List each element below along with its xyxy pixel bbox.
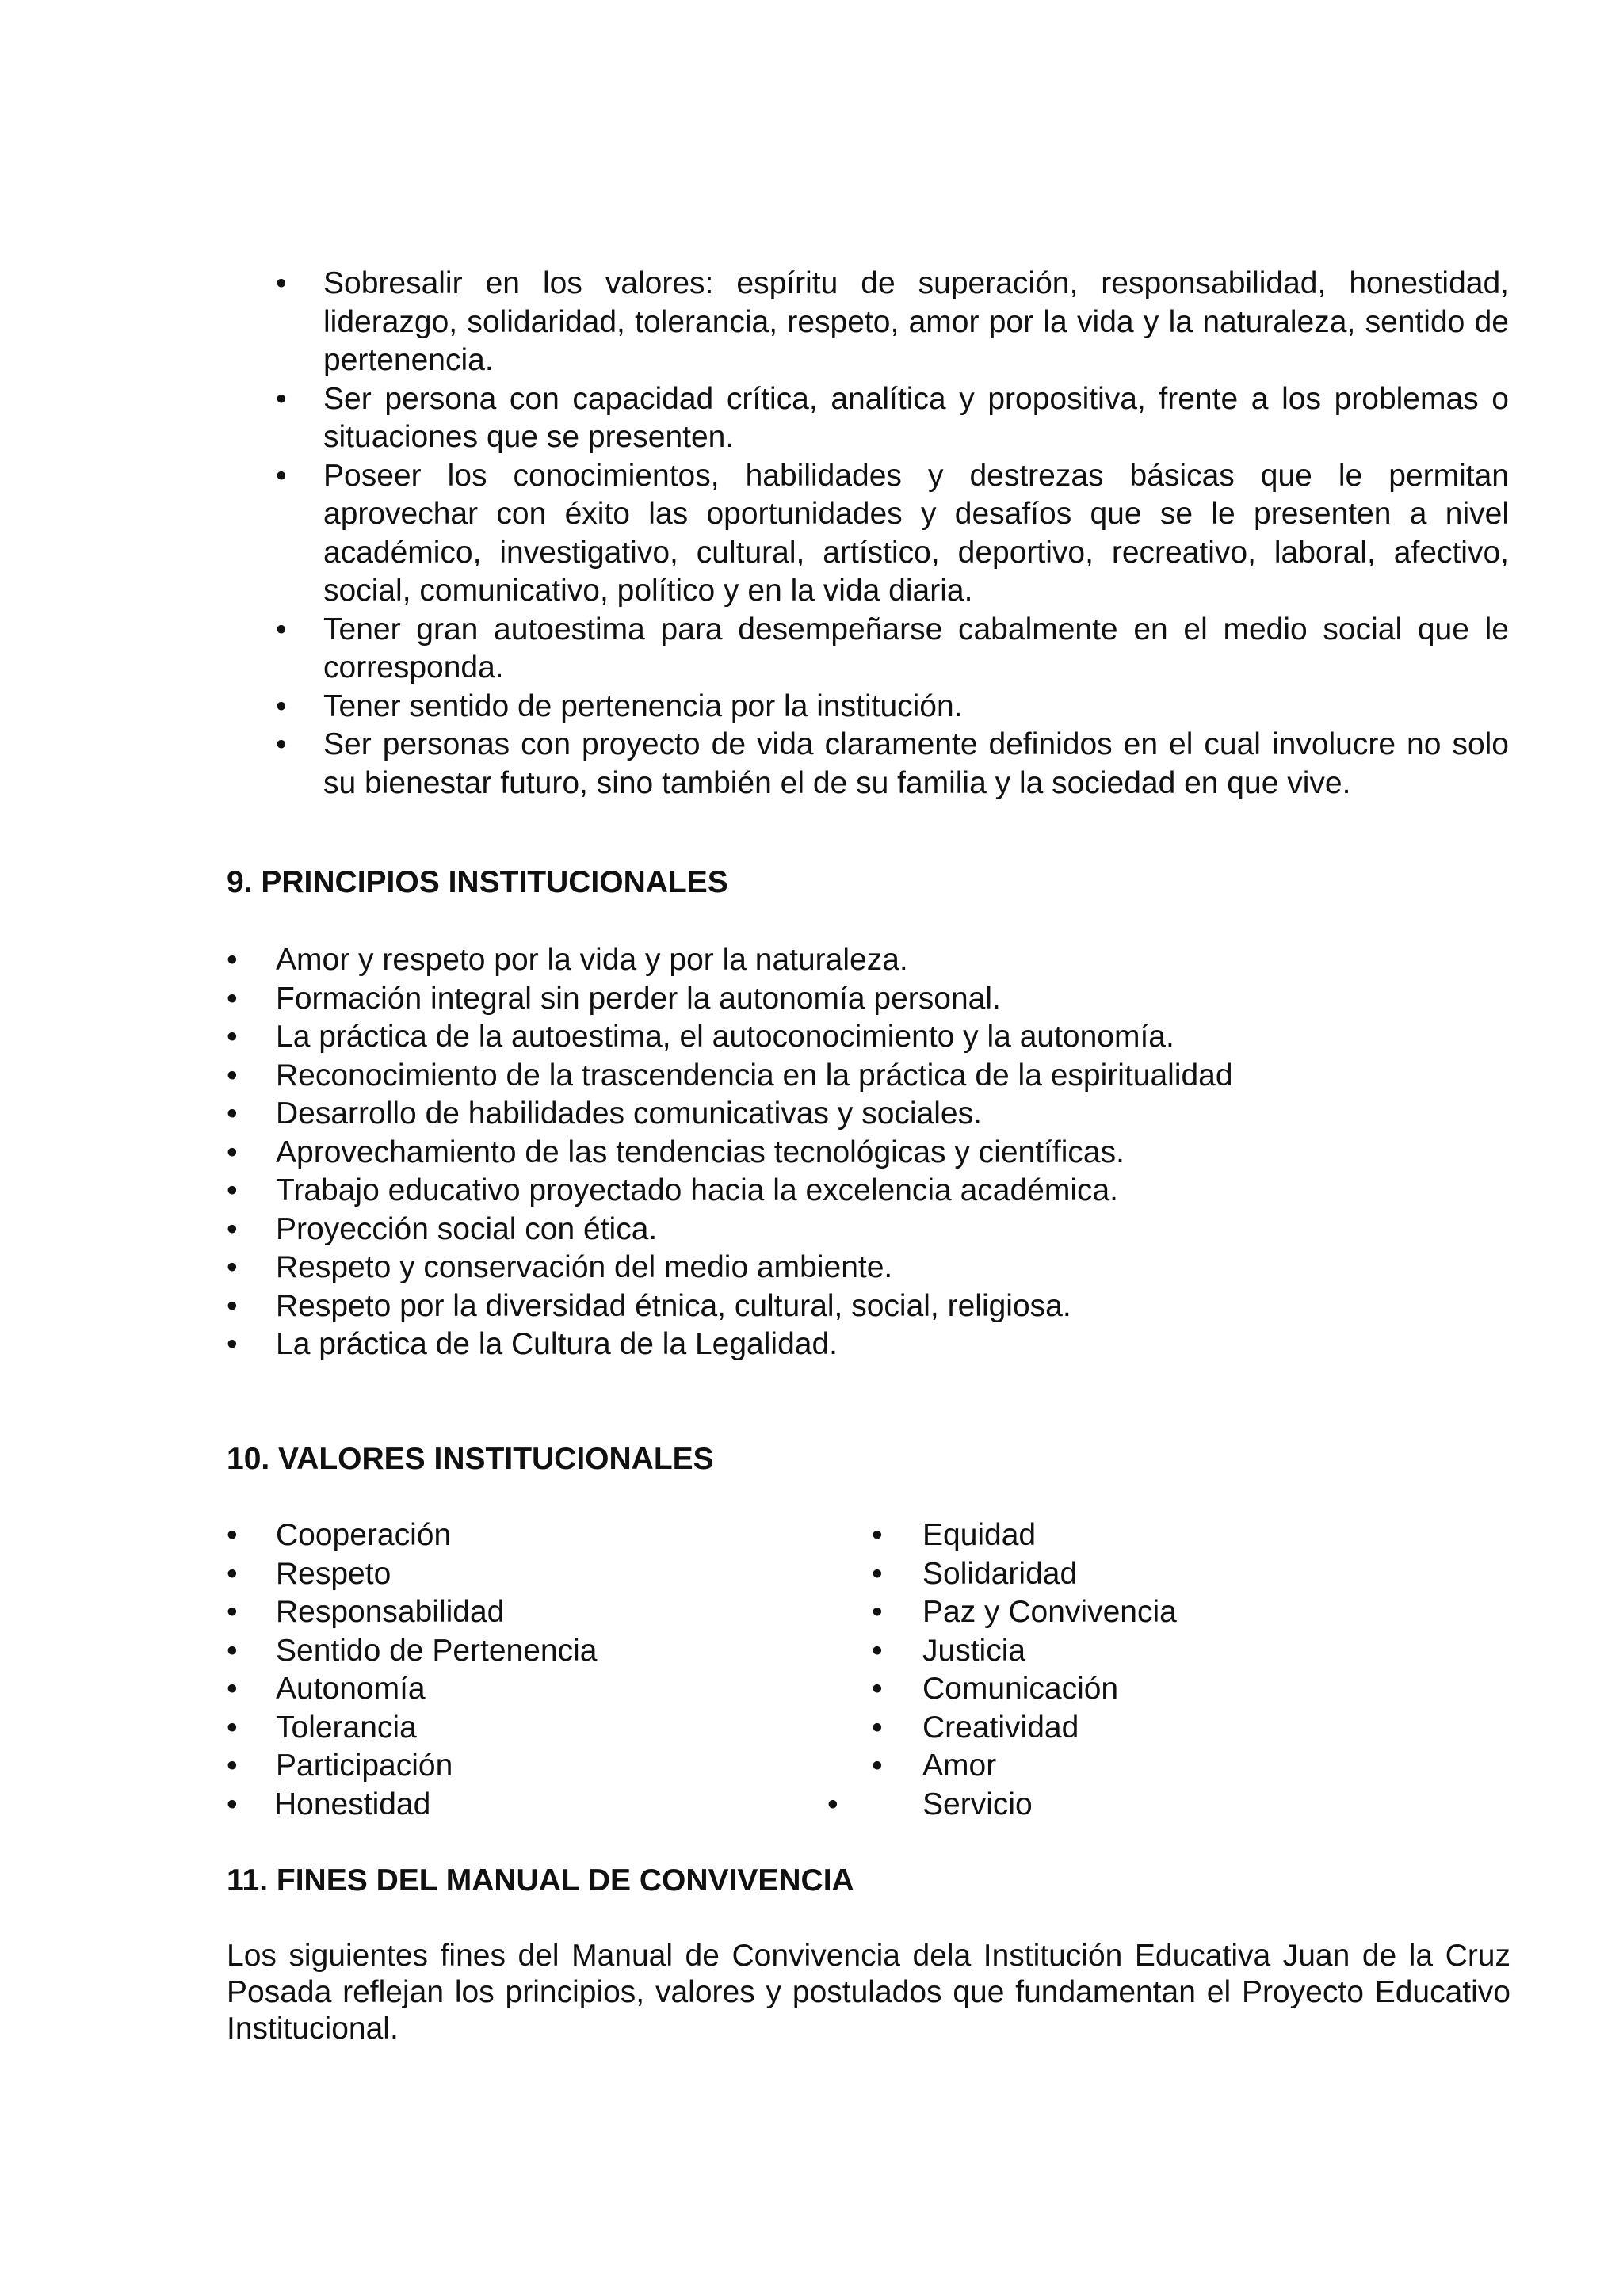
profile-list	[276, 265, 1509, 803]
bullet-icon: •	[227, 1058, 238, 1093]
list-item	[227, 1287, 1510, 1326]
list-item	[227, 1632, 829, 1671]
list-item-text: Servicio	[922, 1787, 1033, 1821]
list-item-text: Creatividad	[922, 1710, 1079, 1745]
list-item-text: Aprovechamiento de las tendencias tecnológicas y científicas.	[276, 1135, 1125, 1169]
list-item-text: Sentido de Pertenencia	[276, 1633, 598, 1668]
list-item	[227, 1095, 1510, 1134]
list-item	[227, 1516, 829, 1555]
list-item-text: Tener gran autoestima para desempeñarse cabalmente en el medio social que le corresponda.	[323, 612, 1509, 685]
principles-list	[227, 941, 1510, 1364]
list-item	[276, 726, 1509, 803]
section-11-paragraph: Los siguientes fines del Manual de Convivencia dela Institución Educativa Juan de la Cruz Posada reflejan los principios, valores y postulados que fundamentan el Proyecto Educativo Institucional.	[227, 1939, 1510, 2046]
bullet-icon: •	[872, 1595, 883, 1629]
list-item-text: Sobresalir en los valores: espíritu de superación, responsabilidad, honestidad, liderazgo, solidaridad, tolerancia, respeto, amor por la vida y la naturaleza, sentido de pertenencia.	[323, 266, 1509, 377]
list-item	[227, 1211, 1510, 1249]
list-item-text: Ser personas con proyecto de vida claramente definidos en el cual involucre no solo su bienestar futuro, sino también el de su familia y la sociedad en que vive.	[323, 727, 1509, 800]
list-item	[872, 1709, 1506, 1748]
list-item-text: Honestidad	[274, 1787, 431, 1821]
values-right-column	[827, 1516, 1506, 1824]
section-9-title: 9. PRINCIPIOS INSTITUCIONALES	[227, 865, 728, 899]
bullet-icon: •	[276, 688, 287, 723]
bullet-icon: •	[227, 1710, 238, 1745]
list-item-text: Paz y Convivencia	[922, 1595, 1177, 1629]
bullet-icon: •	[227, 1288, 238, 1323]
bullet-icon: •	[276, 458, 287, 493]
list-item	[276, 265, 1509, 380]
list-item-text: Respeto y conservación del medio ambiente.	[276, 1250, 893, 1284]
list-item-text: Cooperación	[276, 1518, 452, 1552]
bullet-icon: •	[827, 1787, 838, 1821]
bullet-icon: •	[227, 1327, 238, 1361]
bullet-icon: •	[227, 1595, 238, 1629]
list-item	[872, 1516, 1506, 1555]
list-item-text: Solidaridad	[922, 1556, 1078, 1591]
list-item	[227, 1018, 1510, 1057]
list-item	[872, 1747, 1506, 1786]
bullet-icon: •	[227, 1097, 238, 1131]
list-item	[227, 941, 1510, 980]
list-item	[872, 1632, 1506, 1671]
list-item	[227, 980, 1510, 1019]
list-item-text: Ser persona con capacidad crítica, analítica y propositiva, frente a los problemas o situaciones que se presenten.	[323, 381, 1509, 454]
bullet-icon: •	[276, 381, 287, 416]
list-item-text: Tolerancia	[276, 1710, 417, 1745]
bullet-icon: •	[227, 1787, 238, 1821]
bullet-icon: •	[872, 1556, 883, 1591]
list-item	[276, 457, 1509, 611]
bullet-icon: •	[227, 1211, 238, 1246]
list-item	[227, 1670, 829, 1709]
bullet-icon: •	[276, 266, 287, 300]
bullet-icon: •	[276, 727, 287, 761]
section-11-title: 11. FINES DEL MANUAL DE CONVIVENCIA	[227, 1863, 854, 1897]
bullet-icon: •	[872, 1710, 883, 1745]
list-item	[276, 380, 1509, 457]
list-item	[227, 1747, 829, 1786]
list-item	[227, 1593, 829, 1632]
list-item	[872, 1555, 1506, 1594]
list-item	[276, 611, 1509, 688]
list-item-text: Desarrollo de habilidades comunicativas y sociales.	[276, 1097, 982, 1131]
list-item-text: La práctica de la autoestima, el autoconocimiento y la autonomía.	[276, 1020, 1174, 1054]
bullet-icon: •	[872, 1749, 883, 1783]
bullet-icon: •	[872, 1518, 883, 1552]
list-item-text: Amor y respeto por la vida y por la naturaleza.	[276, 943, 908, 977]
bullet-icon: •	[227, 1135, 238, 1169]
bullet-icon: •	[227, 1250, 238, 1284]
list-item-text: Formación integral sin perder la autonomía personal.	[276, 981, 1001, 1016]
list-item-text: Respeto por la diversidad étnica, cultural, social, religiosa.	[276, 1288, 1071, 1323]
section-10-title: 10. VALORES INSTITUCIONALES	[227, 1442, 714, 1476]
list-item-text: Trabajo educativo proyectado hacia la excelencia académica.	[276, 1173, 1119, 1207]
bullet-icon: •	[227, 1020, 238, 1054]
list-item	[827, 1786, 1506, 1825]
list-item-text: Reconocimiento de la trascendencia en la práctica de la espiritualidad	[276, 1058, 1233, 1093]
list-item	[227, 1555, 829, 1594]
bullet-icon: •	[227, 943, 238, 977]
list-item	[227, 1249, 1510, 1287]
list-item	[227, 1057, 1510, 1096]
bullet-icon: •	[276, 612, 287, 646]
list-item	[227, 1709, 829, 1748]
list-item-text: Comunicación	[922, 1672, 1119, 1706]
bullet-icon: •	[227, 981, 238, 1016]
list-item-text: Responsabilidad	[276, 1595, 505, 1629]
list-item-text: Amor	[922, 1749, 997, 1783]
list-item	[227, 1134, 1510, 1173]
list-item-text: Tener sentido de pertenencia por la institución.	[323, 688, 963, 723]
list-item	[872, 1670, 1506, 1709]
list-item-text: Participación	[276, 1749, 453, 1783]
list-item-text: Respeto	[276, 1556, 391, 1591]
list-item-text: Proyección social con ética.	[276, 1211, 658, 1246]
values-left-column	[227, 1516, 829, 1824]
list-item-text: Justicia	[922, 1633, 1026, 1668]
bullet-icon: •	[872, 1633, 883, 1668]
bullet-icon: •	[227, 1556, 238, 1591]
bullet-icon: •	[227, 1518, 238, 1552]
list-item	[276, 688, 1509, 727]
bullet-icon: •	[227, 1173, 238, 1207]
list-item	[227, 1172, 1510, 1211]
list-item	[227, 1786, 829, 1825]
bullet-icon: •	[227, 1633, 238, 1668]
bullet-icon: •	[227, 1749, 238, 1783]
list-item-text: Equidad	[922, 1518, 1037, 1552]
list-item-text: Poseer los conocimientos, habilidades y destrezas básicas que le permitan aprovechar con éxito las oportunidades y desafíos que se le presenten a nivel académico, investigativo, cultural, artístico, deportivo, recreativo, laboral, afectivo, social, comunicativo, político y en la vida diaria.	[323, 458, 1509, 608]
list-item-text: Autonomía	[276, 1672, 426, 1706]
bullet-icon: •	[872, 1672, 883, 1706]
list-item	[227, 1325, 1510, 1364]
list-item-text: La práctica de la Cultura de la Legalidad.	[276, 1327, 838, 1361]
list-item	[872, 1593, 1506, 1632]
bullet-icon: •	[227, 1672, 238, 1706]
